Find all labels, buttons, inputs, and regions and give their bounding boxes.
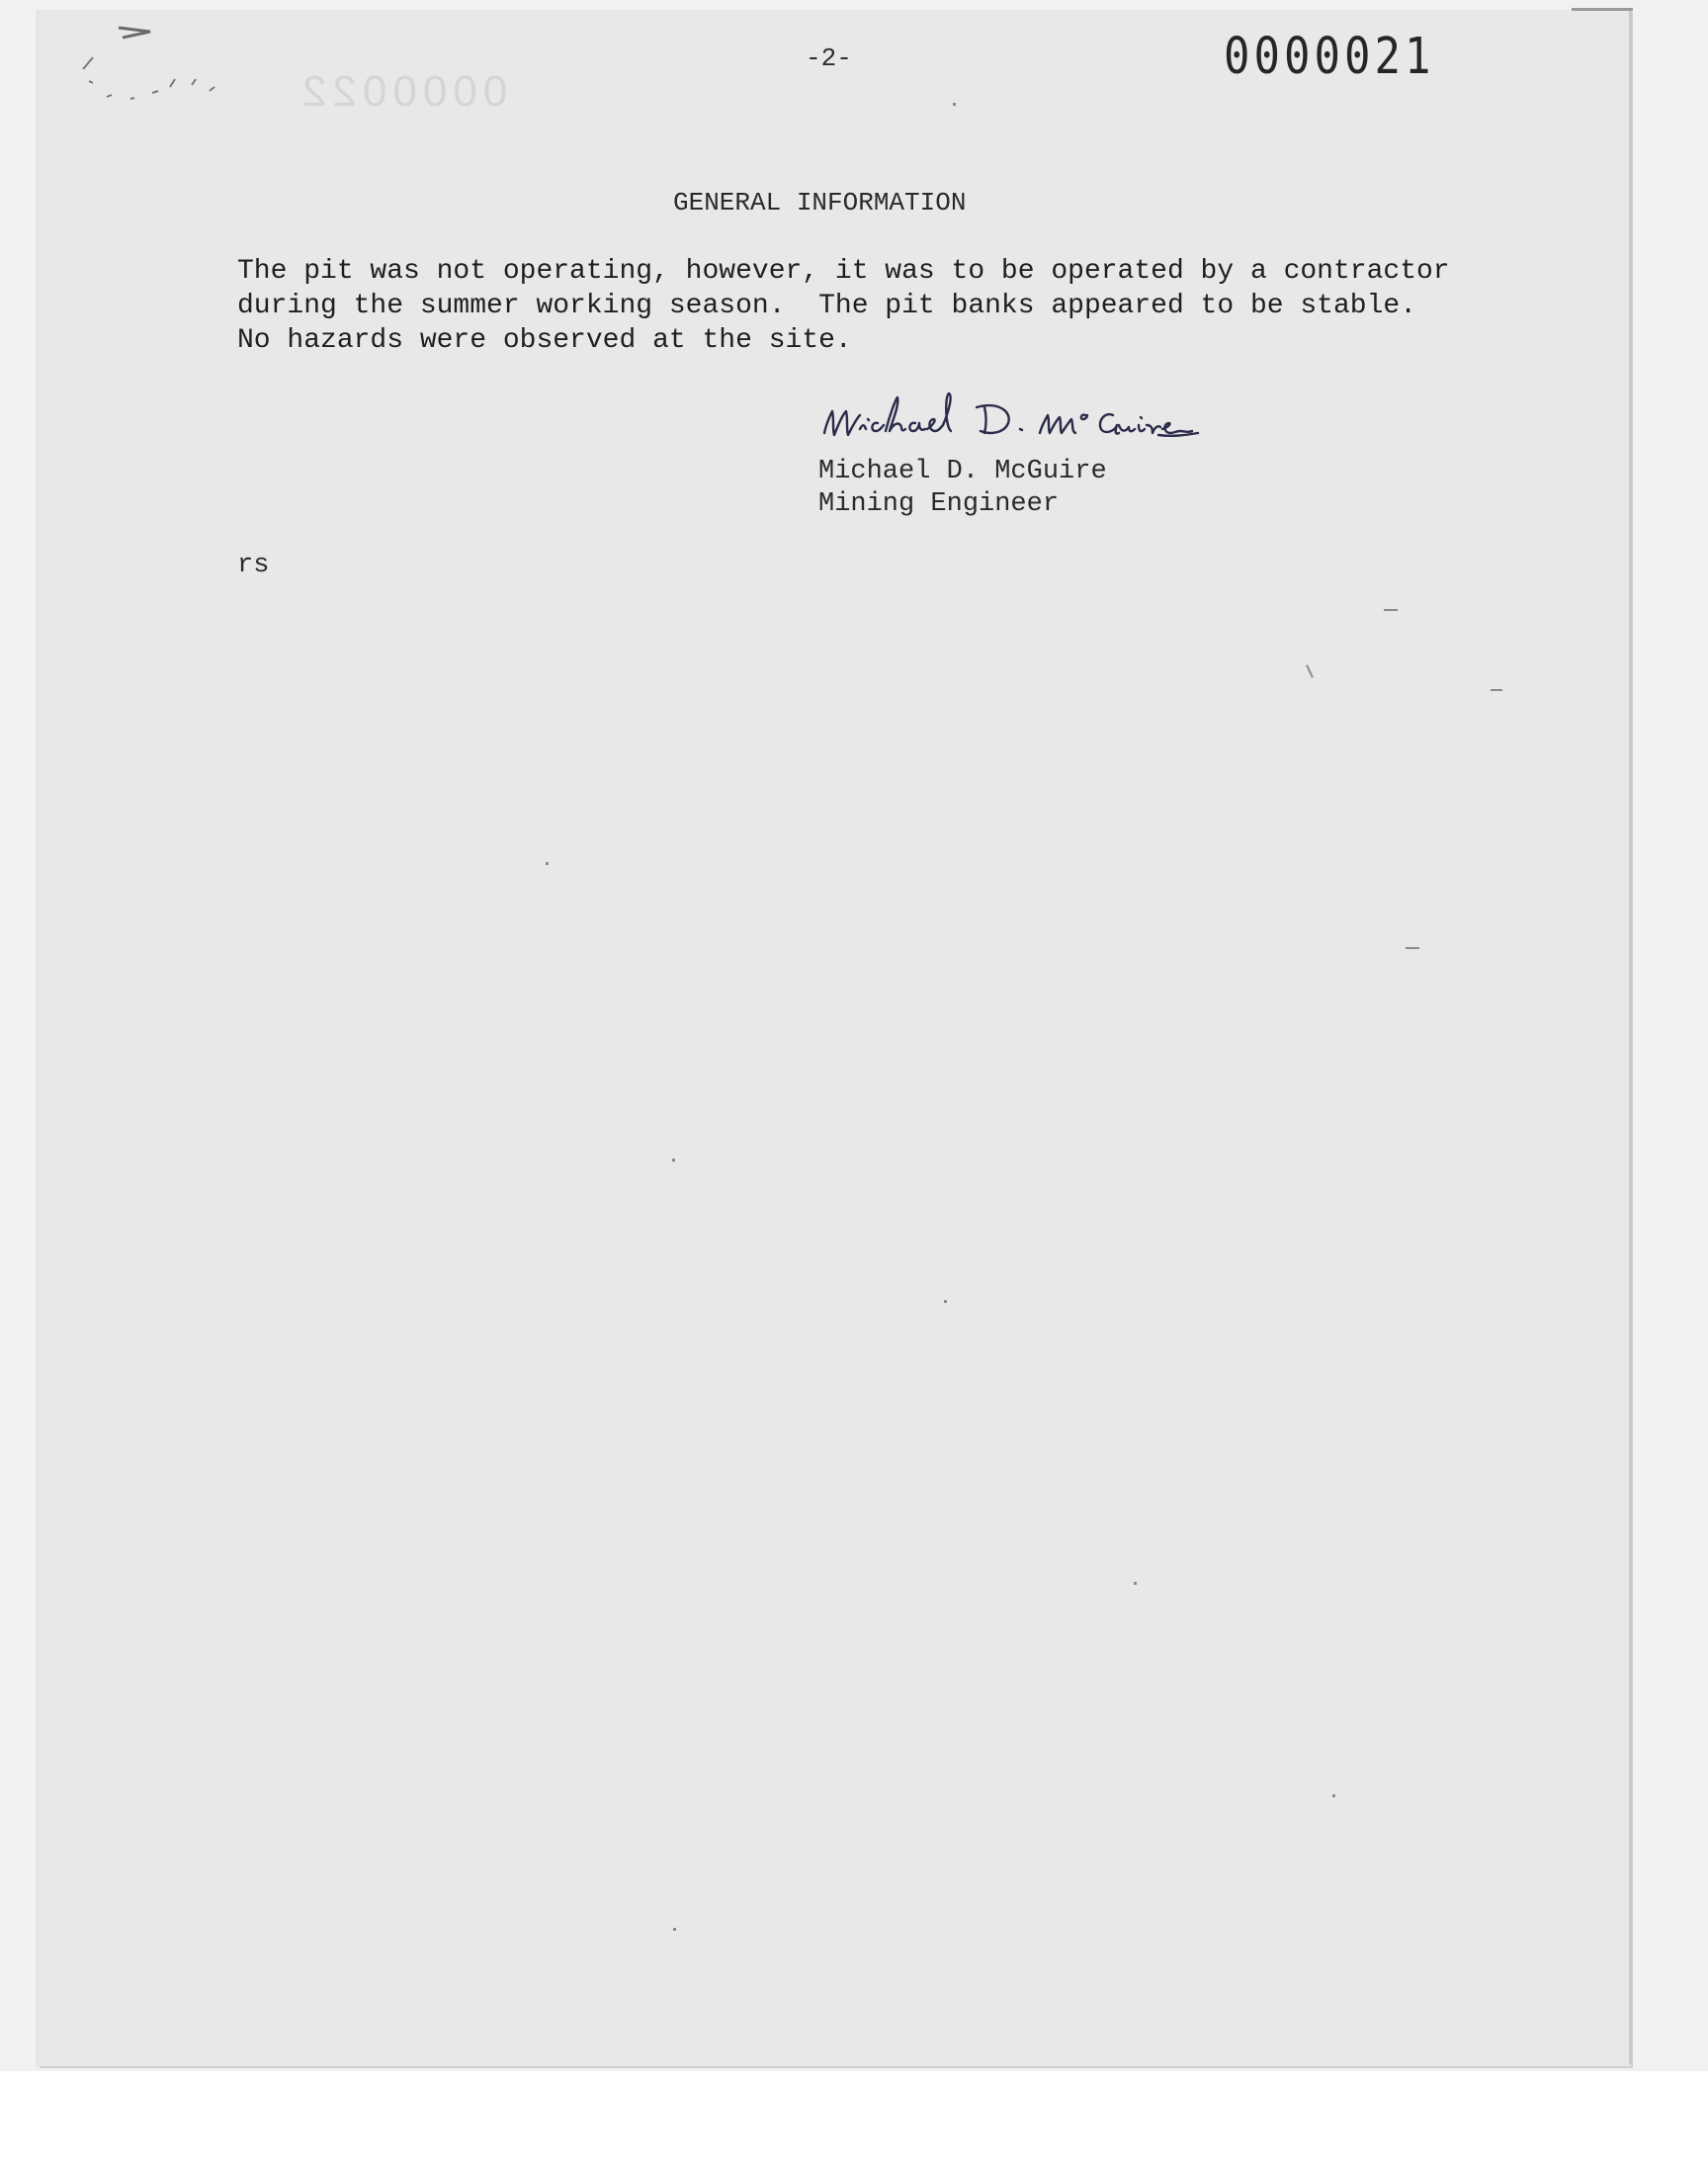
- body-paragraph: [237, 254, 1522, 358]
- scan-speck: [1332, 1794, 1335, 1797]
- page-number: -2-: [806, 44, 852, 73]
- body-line: during the summer working season. The pit banks appeared to be stable.: [237, 291, 1416, 321]
- bleed-through-number: 0000022: [297, 67, 508, 116]
- signer-name: Michael D. McGuire: [818, 457, 1107, 486]
- scan-speck: [672, 1159, 675, 1162]
- scan-speck: [1134, 1582, 1137, 1585]
- document-id-stamp: 0000021: [1224, 28, 1435, 86]
- page-edge-shadow: [1629, 10, 1632, 2064]
- section-heading: GENERAL INFORMATION: [673, 188, 967, 218]
- body-line: No hazards were observed at the site.: [237, 325, 852, 356]
- page-edge-mark: [1572, 8, 1633, 11]
- signer-title: Mining Engineer: [818, 489, 1060, 519]
- body-line: The pit was not operating, however, it was to be operated by a contractor: [237, 256, 1450, 287]
- scan-speck: [1491, 689, 1502, 691]
- typist-initials: rs: [237, 551, 270, 580]
- scan-speck: [944, 1300, 947, 1303]
- scan-speck: [1406, 947, 1419, 949]
- scan-speck: [673, 1928, 676, 1931]
- handwritten-signature: [816, 386, 1232, 465]
- scan-speck: [1384, 609, 1398, 611]
- scan-speck: [546, 862, 549, 865]
- corner-smudge-marks: [61, 20, 229, 109]
- scan-speck: [953, 103, 956, 106]
